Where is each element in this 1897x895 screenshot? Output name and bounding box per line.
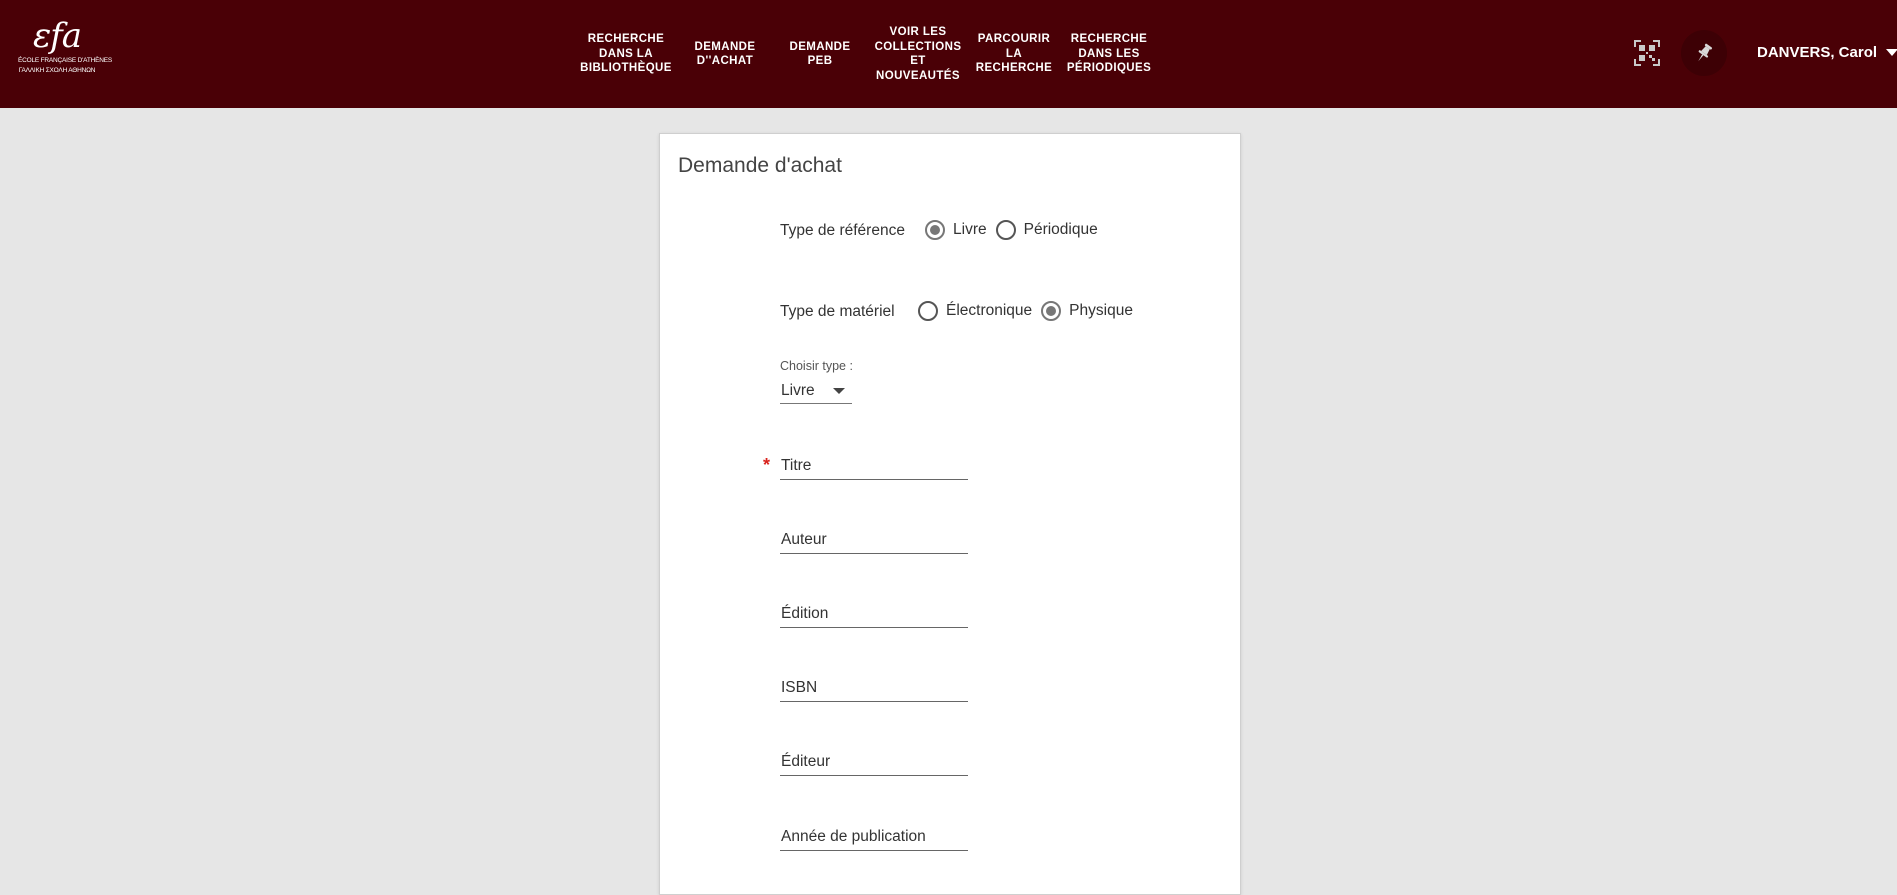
publisher-field-label: Éditeur [781,753,831,770]
radio-material-electronique-label[interactable]: Électronique [946,302,1033,319]
edition-field[interactable] [780,601,968,628]
qr-code-icon [1633,39,1661,67]
isbn-field[interactable] [780,675,968,702]
efa-logo[interactable] [18,16,113,92]
pin-button[interactable] [1681,30,1727,76]
radio-reference-livre[interactable] [925,220,945,240]
logo-mark: εfa [32,16,82,56]
title-field[interactable] [780,453,968,480]
nav-browse-search[interactable]: PARCOURIR LA RECHERCHE [975,33,1053,75]
material-type-label: Type de matériel [780,303,895,320]
choose-type-value: Livre [781,382,815,399]
publication-year-field[interactable] [780,824,968,851]
nav-collections-new[interactable]: VOIR LES COLLECTIONS ET NOUVEAUTÉS [874,26,962,82]
chevron-down-icon [1886,49,1897,56]
logo-text-french: ÉCOLE FRANÇAISE D'ATHÈNES [18,57,113,64]
reference-type-radio-group [925,220,1107,240]
choose-type-select[interactable] [780,379,852,404]
user-name: DANVERS, Carol [1757,44,1878,61]
nav-search-journals[interactable]: RECHERCHE DANS LES PÉRIODIQUES [1066,33,1152,75]
nav-purchase-request[interactable]: DEMANDE D''ACHAT [694,40,756,67]
author-field[interactable] [780,527,968,554]
user-menu[interactable] [1757,44,1897,61]
edition-field-label: Édition [781,605,829,622]
form-title: Demande d'achat [678,154,842,177]
qr-code-button[interactable] [1624,30,1670,76]
radio-material-physique[interactable] [1041,301,1061,321]
required-marker: * [763,455,771,475]
pin-icon [1693,42,1715,64]
purchase-request-form [659,133,1241,895]
logo-text-greek: ΓΑΛΛΙΚΗ ΣΧΟΛΗ ΑΘΗΝΩΝ [18,67,96,74]
nav-search-library[interactable]: RECHERCHE DANS LA BIBLIOTHÈQUE [580,33,672,75]
radio-reference-periodique-label[interactable]: Périodique [1023,221,1098,238]
material-type-radio-group [918,301,1142,321]
isbn-field-label: ISBN [781,679,818,696]
choose-type-label: Choisir type : [780,359,853,373]
top-header [0,0,1897,108]
dropdown-arrow-icon [833,388,845,394]
radio-reference-periodique[interactable] [996,220,1016,240]
author-field-label: Auteur [781,531,827,548]
radio-material-electronique[interactable] [918,301,938,321]
radio-material-physique-label[interactable]: Physique [1069,302,1133,319]
title-field-label: Titre [781,457,812,474]
publisher-field[interactable] [780,749,968,776]
radio-reference-livre-label[interactable]: Livre [953,221,987,238]
publication-year-field-label: Année de publication [781,828,926,845]
reference-type-label: Type de référence [780,222,905,239]
nav-ill-request[interactable]: DEMANDE PEB [789,40,851,67]
